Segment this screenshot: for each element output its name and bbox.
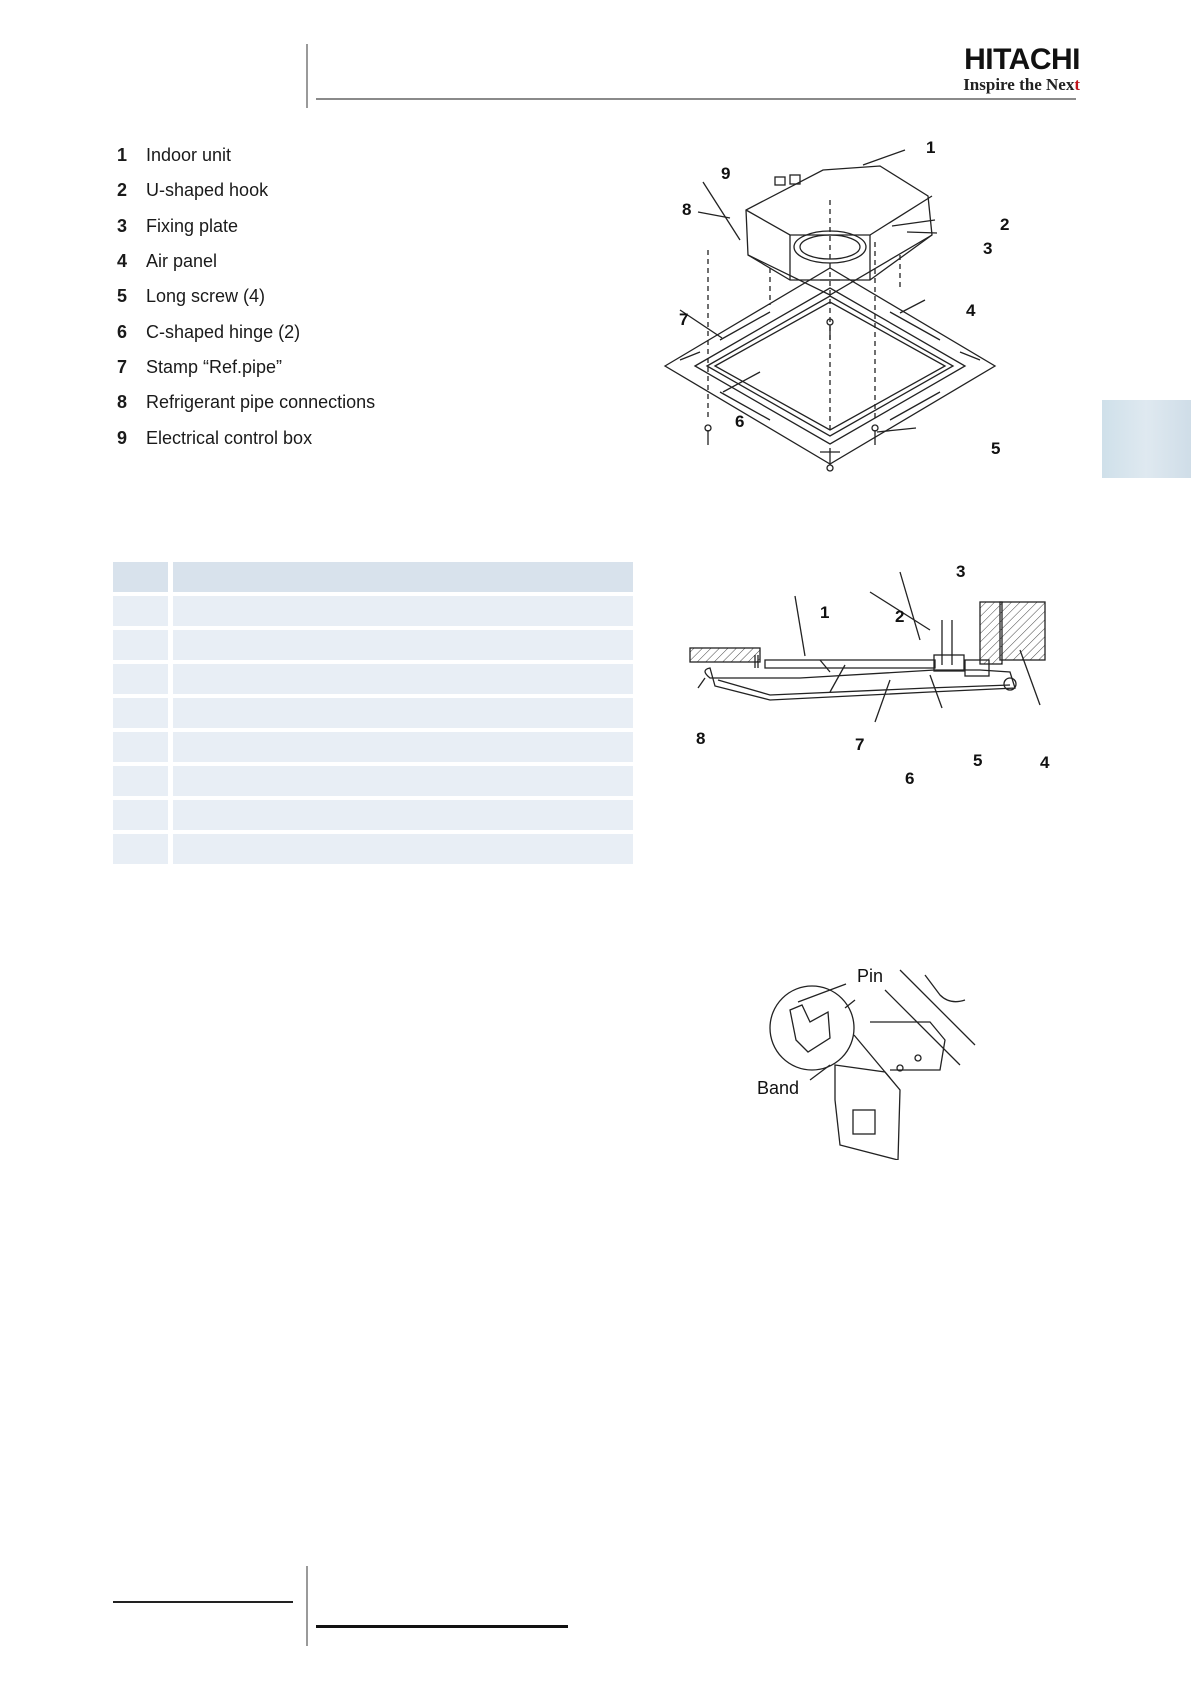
list-item bbox=[117, 279, 375, 314]
part-number: 9 bbox=[117, 427, 128, 448]
list-item bbox=[117, 138, 375, 173]
table-cell bbox=[113, 630, 168, 660]
part-number: 2 bbox=[117, 180, 128, 201]
figure2-callout-7: 7 bbox=[855, 735, 865, 754]
table-cell bbox=[113, 800, 168, 830]
header-divider-vertical bbox=[306, 44, 308, 108]
table-cell bbox=[173, 630, 633, 660]
part-label: Stamp “Ref.pipe” bbox=[146, 356, 283, 377]
list-item bbox=[117, 244, 375, 279]
footer-divider-vertical bbox=[306, 1566, 308, 1646]
pin-band-figure bbox=[750, 960, 990, 1160]
list-item bbox=[117, 420, 375, 455]
header-rule bbox=[316, 98, 1076, 100]
part-label: Electrical control box bbox=[146, 427, 313, 448]
figure2-callout-8: 8 bbox=[696, 729, 706, 748]
tagline-mark: t bbox=[1074, 75, 1080, 94]
table-cell bbox=[173, 800, 633, 830]
cross-section-figure bbox=[680, 560, 1080, 800]
table-cell bbox=[113, 596, 168, 626]
brand-name: HITACHI bbox=[964, 43, 1080, 76]
figure2-callout-2: 2 bbox=[895, 607, 905, 626]
part-number: 1 bbox=[117, 145, 128, 166]
blank-table bbox=[113, 562, 633, 868]
list-item bbox=[117, 173, 375, 208]
table-header-cell bbox=[173, 562, 633, 592]
part-number: 4 bbox=[117, 251, 128, 272]
brand-tagline bbox=[920, 76, 1080, 94]
table-row bbox=[113, 732, 633, 762]
figure1-callout-6: 6 bbox=[735, 412, 745, 431]
figure1-callout-9: 9 bbox=[721, 164, 731, 183]
table-cell bbox=[173, 698, 633, 728]
list-item bbox=[117, 209, 375, 244]
table-cell bbox=[113, 766, 168, 796]
figure2-callout-1: 1 bbox=[820, 603, 830, 622]
section-side-tab bbox=[1102, 400, 1191, 478]
part-label: Long screw (4) bbox=[146, 286, 266, 307]
table-cell bbox=[113, 698, 168, 728]
table-row bbox=[113, 834, 633, 864]
part-number: 6 bbox=[117, 321, 128, 342]
part-label: Air panel bbox=[146, 251, 218, 272]
table-cell bbox=[113, 732, 168, 762]
table-row bbox=[113, 596, 633, 626]
table-row bbox=[113, 664, 633, 694]
figure2-callout-5: 5 bbox=[973, 751, 983, 770]
table-cell bbox=[113, 664, 168, 694]
tagline-text: Inspire the Nex bbox=[963, 75, 1075, 94]
pin-label: Pin bbox=[857, 966, 884, 986]
figure1-callout-4: 4 bbox=[966, 301, 976, 320]
footer-rule-right bbox=[316, 1625, 568, 1628]
part-number: 7 bbox=[117, 356, 128, 377]
table-header-row bbox=[113, 562, 633, 592]
part-label: C-shaped hinge (2) bbox=[146, 321, 301, 342]
part-number: 5 bbox=[117, 286, 128, 307]
table-row bbox=[113, 698, 633, 728]
figure1-callout-2: 2 bbox=[1000, 215, 1010, 234]
table-row bbox=[113, 800, 633, 830]
list-item bbox=[117, 314, 375, 349]
table-cell bbox=[173, 766, 633, 796]
figure2-callout-4: 4 bbox=[1040, 753, 1050, 772]
part-number: 8 bbox=[117, 392, 128, 413]
figure1-callout-7: 7 bbox=[679, 310, 689, 329]
part-number: 3 bbox=[117, 215, 128, 236]
exploded-view-figure bbox=[660, 130, 1080, 480]
list-item bbox=[117, 385, 375, 420]
table-row bbox=[113, 630, 633, 660]
table-cell bbox=[173, 834, 633, 864]
part-label: Fixing plate bbox=[146, 215, 239, 236]
table-header-cell bbox=[113, 562, 168, 592]
table-cell bbox=[113, 834, 168, 864]
part-label: Refrigerant pipe connections bbox=[146, 392, 376, 413]
hitachi-logo bbox=[920, 44, 1080, 94]
figure2-callout-3: 3 bbox=[956, 562, 966, 581]
part-label: Indoor unit bbox=[146, 145, 232, 166]
figure2-callout-6: 6 bbox=[905, 769, 915, 788]
table-row bbox=[113, 766, 633, 796]
figure1-callout-3: 3 bbox=[983, 239, 993, 258]
band-label: Band bbox=[757, 1078, 800, 1098]
footer-rule-left bbox=[113, 1601, 293, 1603]
figure1-callout-8: 8 bbox=[682, 200, 692, 219]
part-label: U-shaped hook bbox=[146, 180, 269, 201]
table-cell bbox=[173, 732, 633, 762]
list-item bbox=[117, 350, 375, 385]
table-cell bbox=[173, 664, 633, 694]
figure1-callout-5: 5 bbox=[991, 439, 1001, 458]
figure1-callout-1: 1 bbox=[926, 138, 936, 157]
table-cell bbox=[173, 596, 633, 626]
parts-list bbox=[117, 138, 375, 456]
